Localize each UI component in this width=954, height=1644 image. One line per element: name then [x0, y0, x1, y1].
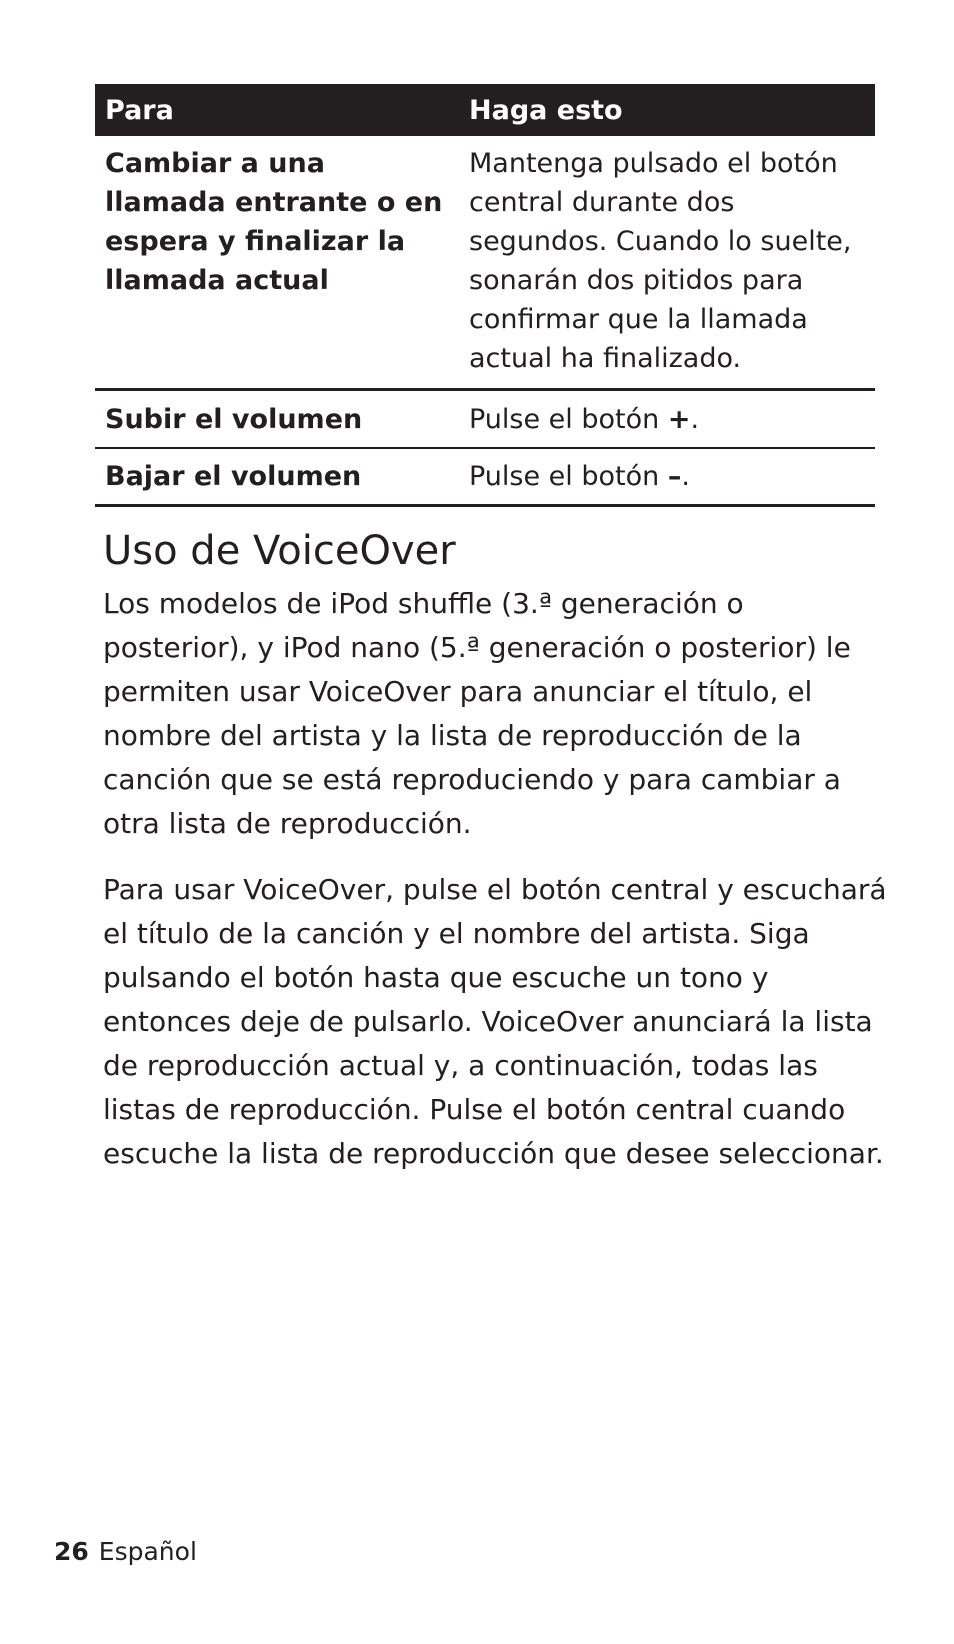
plus-symbol: +: [667, 403, 691, 435]
table-row: [95, 391, 875, 449]
header-para: Para: [105, 94, 174, 126]
minus-symbol: –: [667, 461, 682, 492]
row-instruction-cell: [459, 457, 875, 496]
row-instruction: Pulse el botón: [469, 403, 668, 435]
header-haga-esto: Haga esto: [469, 94, 623, 126]
section-title: Uso de VoiceOver: [103, 528, 456, 574]
page-footer: [54, 1536, 197, 1568]
controls-table: [95, 84, 875, 507]
row-instruction: Mantenga pulsado el botón central durante dos segundos. Cuando lo suelte, sonarán dos pitidos para confirmar que la llamada actual ha finalizado.: [469, 148, 852, 374]
body-paragraph: Para usar VoiceOver, pulse el botón central y escuchará el título de la canción y el nombre del artista. Siga pulsando el botón hasta que escuche un tono y entonces deje de pulsarlo. VoiceOver anunciará la lista de reproducción actual y, a continuación, todas las listas de reproducción. Pulse el botón central cuando escuche la lista de reproducción que desee seleccionar.: [103, 873, 887, 1170]
table-row: [95, 136, 875, 391]
table-header: [95, 84, 875, 136]
row-suffix: .: [681, 461, 690, 492]
row-instruction: Pulse el botón: [469, 461, 668, 492]
row-suffix: .: [690, 403, 700, 435]
footer-language: Español: [98, 1537, 197, 1566]
table-row: [95, 449, 875, 507]
body-paragraph: Los modelos de iPod shuffle (3.ª generación o posterior), y iPod nano (5.ª generación o posterior) le permiten usar VoiceOver para anunciar el título, el nombre del artista y la lista de reproducción de la canción que se está reproduciendo y para cambiar a otra lista de reproducción.: [103, 587, 851, 840]
row-instruction-cell: [459, 400, 875, 439]
row-action: Cambiar a una llamada entrante o en espera y finalizar la llamada actual: [105, 148, 443, 296]
row-action: Bajar el volumen: [105, 461, 362, 492]
row-action: Subir el volumen: [105, 403, 363, 435]
page-number: 26: [54, 1537, 89, 1566]
